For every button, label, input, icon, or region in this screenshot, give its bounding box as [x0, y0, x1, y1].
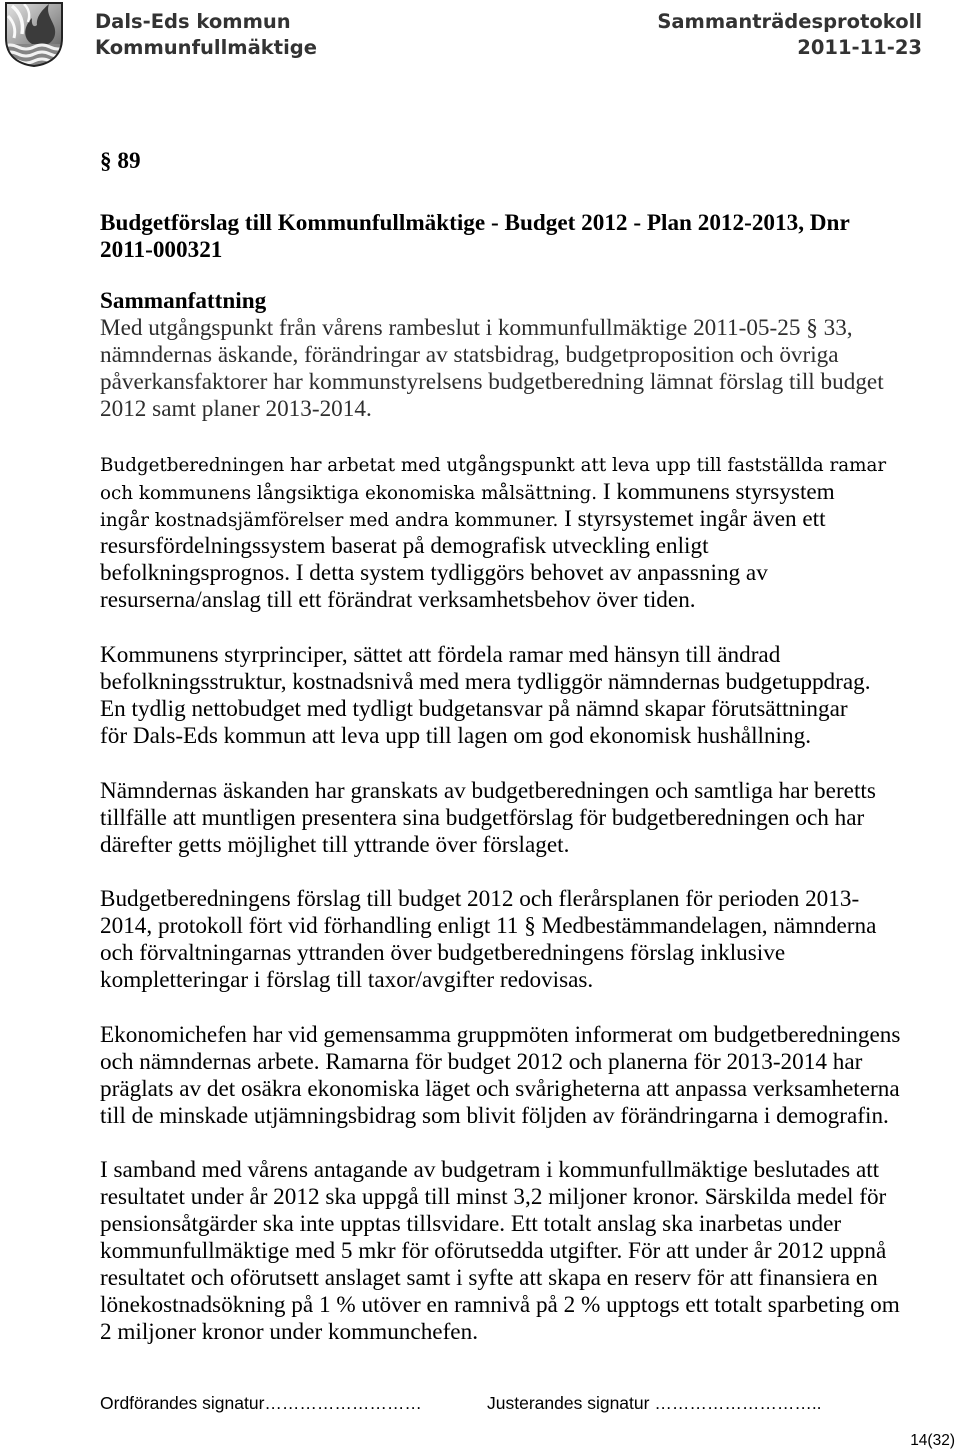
section-number [100, 148, 141, 175]
paragraph [100, 1022, 900, 1130]
paragraph-line: Budgetberedningen har arbetat med utgångspunkt att leva upp till fastställda ramar [100, 455, 887, 476]
paragraph-line: 2 miljoner kronor under kommunchefen. [100, 1319, 478, 1345]
paragraph-line [100, 506, 886, 533]
paragraph-line: och förvaltningarnas yttranden över budgetberedningens förslag inklusive [100, 940, 786, 966]
summary-section [100, 288, 884, 423]
header-date: 2011-11-23 [797, 36, 922, 59]
paragraph-line: resultatet och oförutsett anslaget samt i syfte att skapa en reserv för att finansiera en [100, 1265, 878, 1291]
paragraph-line: kommunfullmäktige med 5 mkr för oförutsedda utgifter. För att under år 2012 uppnå [100, 1238, 887, 1264]
paragraph-line: resurserna/anslag till ett förändrat verksamhetsbehov över tiden. [100, 587, 696, 613]
title-line: Budgetförslag till Kommunfullmäktige - Budget 2012 - Plan 2012-2013, Dnr [100, 210, 850, 236]
summary-heading: Sammanfattning [100, 288, 267, 314]
paragraph-line: nämndernas äskande, förändringar av statsbidrag, budgetproposition och övriga [100, 342, 839, 368]
page-header-right [657, 9, 922, 61]
paragraph-line: Nämndernas äskanden har granskats av budgetberedningen och samtliga har beretts [100, 778, 876, 804]
paragraph [100, 778, 876, 859]
paragraph-line: Budgetberedningens förslag till budget 2012 och flerårsplanen för perioden 2013- [100, 886, 860, 912]
paragraph-line: påverkansfaktorer har kommunstyrelsens budgetberedning lämnat förslag till budget [100, 369, 884, 395]
chair-signature: Ordförandes signatur……………………… [100, 1393, 422, 1413]
paragraph-line: I samband med vårens antagande av budgetram i kommunfullmäktige beslutades att [100, 1157, 880, 1183]
paragraph [100, 886, 876, 994]
paragraph-line: för Dals-Eds kommun att leva upp till lagen om god ekonomisk hushållning. [100, 723, 811, 749]
paragraph-line-segment: ingår kostnadsjämförelser med andra kommuner. [100, 510, 559, 531]
page-header-left [95, 9, 317, 61]
paragraph-line: 2012 samt planer 2013-2014. [100, 396, 372, 422]
paragraph-line: Med utgångspunkt från vårens rambeslut i kommunfullmäktige 2011-05-25 § 33, [100, 315, 853, 341]
adjuster-signature: Justerandes signatur ……………………….. [487, 1393, 822, 1413]
paragraph-line: Kommunens styrprinciper, sättet att fördela ramar med hänsyn till ändrad [100, 642, 781, 668]
paragraph-line [100, 479, 886, 506]
paragraph-line: resultatet under år 2012 ska uppgå till minst 3,2 miljoner kronor. Särskilda medel för [100, 1184, 887, 1210]
paragraph-line-segment: och kommunens långsiktiga ekonomiska målsättning. [100, 483, 598, 504]
paragraph-line: präglats av det osäkra ekonomiska läget och svårigheterna att anpassa verksamheterna [100, 1076, 900, 1102]
paragraph [100, 1157, 900, 1346]
paragraph-line-segment: I kommunens styrsystem [597, 479, 835, 505]
paragraph-line: befolkningsprognos. I detta system tydliggörs behovet av anpassning av [100, 560, 768, 586]
paragraph [100, 642, 871, 750]
paragraph-line: tillfälle att muntligen presentera sina budgetförslag för budgetberedningen och har [100, 805, 865, 831]
paragraph-line: därefter getts möjlighet till yttrande över förslaget. [100, 832, 570, 858]
paragraph-line: kompletteringar i förslag till taxor/avgifter redovisas. [100, 967, 594, 993]
paragraph-line: Ekonomichefen har vid gemensamma gruppmöten informerat om budgetberedningens [100, 1022, 901, 1048]
paragraph-line: resursfördelningssystem baserat på demografisk utveckling enligt [100, 533, 709, 559]
title-line: 2011-000321 [100, 237, 223, 263]
page-number: 14(32) [910, 1432, 955, 1449]
paragraph-line: 2014, protokoll fört vid förhandling enligt 11 § Medbestämmandelagen, nämnderna [100, 913, 877, 939]
paragraph-line: till de minskade utjämningsbidrag som blivit följden av förändringarna i demografin. [100, 1103, 889, 1129]
paragraph-line: och nämndernas arbete. Ramarna för budget 2012 och planerna för 2013-2014 har [100, 1049, 863, 1075]
paragraph [100, 315, 884, 423]
coat-of-arms-icon [2, 0, 66, 68]
header-organization: Dals-Eds kommun [95, 10, 291, 33]
paragraph-line: lönekostnadsökning på 1 % utöver en ramnivå på 2 % upptogs ett totalt sparbeting om [100, 1292, 900, 1318]
paragraph-line: pensionsåtgärder ska inte upptas tillsvidare. Ett totalt anslag ska inarbetas under [100, 1211, 842, 1237]
section-label: § 89 [100, 148, 141, 174]
paragraph-line: En tydlig nettobudget med tydligt budgetansvar på nämnd skapar förutsättningar [100, 696, 848, 722]
paragraph-line-segment: I styrsystemet ingår även ett [558, 506, 826, 532]
header-body-name: Kommunfullmäktige [95, 36, 317, 59]
header-document-type: Sammanträdesprotokoll [657, 10, 922, 33]
agenda-title [100, 210, 850, 264]
paragraph-line: befolkningsstruktur, kostnadsnivå med mera tydliggör nämndernas budgetuppdrag. [100, 669, 871, 695]
paragraph [100, 452, 886, 614]
